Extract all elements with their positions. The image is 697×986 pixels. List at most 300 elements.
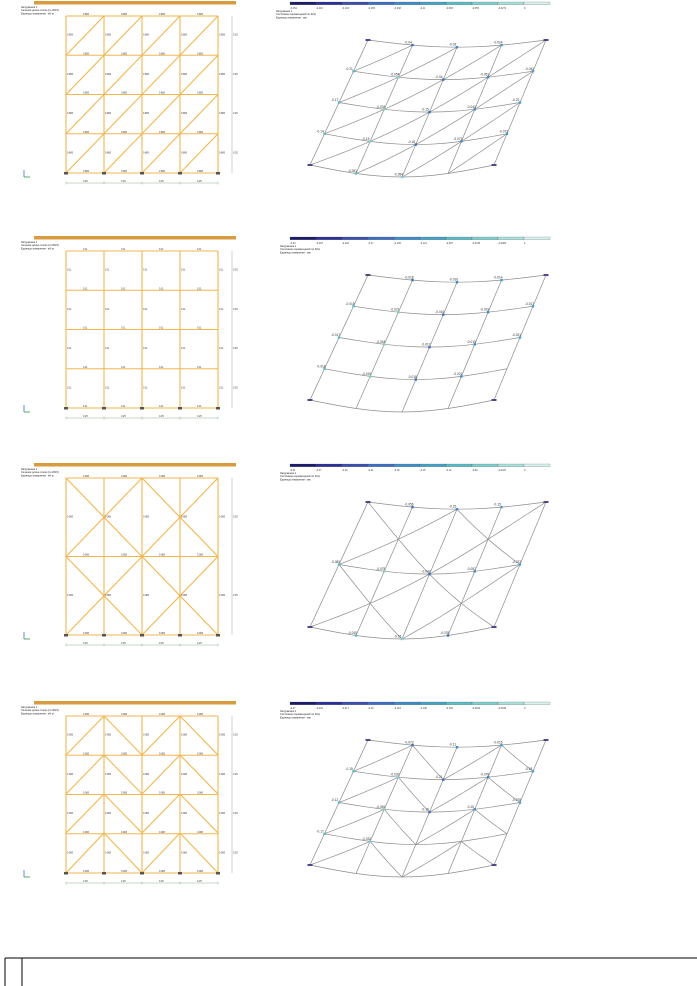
member-value: 0.883 [159, 130, 165, 134]
deformed-brace [400, 585, 410, 590]
deformed-brace [386, 622, 391, 628]
deformed-beam [413, 779, 428, 780]
deformed-column [394, 312, 399, 323]
support-node [308, 164, 313, 166]
header-line: Состояние перемещений по Z(G) [280, 248, 321, 252]
scale-label: -0.193 [342, 7, 349, 10]
deformed-beam [325, 868, 340, 871]
deformed-brace [409, 789, 412, 792]
deformed-beam [399, 811, 414, 812]
deformed-brace [461, 841, 464, 843]
deformed-brace [345, 150, 350, 152]
member-value: 0.883 [219, 72, 225, 76]
deformed-brace [431, 833, 436, 836]
deformed-brace [411, 792, 414, 795]
deformed-brace [486, 859, 489, 861]
support-node [216, 634, 220, 637]
support-node [366, 274, 371, 276]
node-value: -0.081 [376, 804, 386, 809]
deformed-brace [407, 171, 412, 174]
deformed-brace [509, 84, 514, 87]
deformed-brace [450, 122, 455, 125]
deformed-shape-1 [276, 2, 550, 178]
member-value: 0.883 [143, 72, 149, 76]
scale-label: -0.27 [316, 469, 322, 472]
deformed-brace [320, 620, 330, 624]
deformed-column [452, 282, 457, 293]
deformed-beam [448, 871, 463, 873]
deformed-beam [325, 168, 340, 171]
scale-label: -0.11 [420, 7, 426, 10]
deformed-beam [398, 777, 413, 778]
member-value: 0.083 [159, 791, 165, 795]
deformed-beam [370, 841, 385, 843]
node-value: -0.15 [421, 107, 429, 112]
support-node [544, 39, 549, 41]
deformed-brace [458, 769, 463, 772]
node-value: -0.017 [525, 301, 535, 306]
member-value: 0.883 [143, 151, 149, 155]
deformed-brace [386, 860, 389, 863]
deformed-brace [460, 115, 465, 118]
deformed-beam [445, 573, 460, 574]
deformed-brace [434, 807, 439, 810]
deformed-column [493, 756, 497, 767]
deformed-brace [412, 869, 417, 872]
deformed-brace [359, 818, 364, 820]
dimension-value: 0.25 [159, 880, 164, 883]
deformed-beam [503, 308, 518, 310]
deformed-beam [341, 871, 356, 873]
deformed-column [448, 863, 452, 874]
dimension-value: 0.25 [159, 642, 164, 645]
deformed-brace [415, 117, 420, 120]
deformed-brace [471, 132, 476, 135]
deformed-beam [490, 567, 505, 569]
deformed-brace [391, 155, 396, 157]
deformed-column [448, 398, 452, 409]
scale-label: -0.0271 [498, 7, 507, 10]
deformed-brace [485, 100, 490, 103]
deformed-brace [464, 789, 469, 792]
deformed-brace [419, 90, 424, 93]
deformed-column [507, 358, 511, 368]
member-value: 0.083 [219, 593, 225, 597]
node-value: -0.078 [512, 798, 522, 802]
member-value: 0.11 [159, 365, 164, 369]
deformed-brace [432, 616, 442, 622]
deformed-brace [523, 74, 528, 77]
deformed-beam [503, 73, 518, 75]
deformed-beam [487, 280, 502, 281]
deformed-beam [502, 506, 517, 507]
deformed-brace [442, 851, 447, 854]
node-value: -0.032 [362, 836, 372, 841]
deformed-brace [442, 53, 447, 56]
deformed-beam [417, 410, 432, 411]
deformed-beam [490, 105, 505, 107]
deformed-brace [389, 863, 392, 866]
color-scale-segment [446, 702, 472, 705]
header-line: Единицы измерения - кН·м [21, 247, 54, 251]
color-scale-segment [524, 2, 550, 5]
deformed-brace [448, 74, 453, 77]
deformed-column [439, 315, 444, 326]
deformed-column [439, 780, 444, 791]
member-value: 0.883 [105, 72, 111, 76]
deformed-column [375, 820, 380, 831]
deformed-beam [502, 744, 517, 745]
deformed-brace [459, 792, 464, 795]
deformed-brace [385, 132, 390, 134]
dimension-value: 0.25 [233, 733, 238, 737]
deformed-brace [349, 122, 354, 124]
member-value: 0.083 [181, 772, 187, 776]
member-value: 0.083 [159, 713, 165, 716]
deformed-brace [389, 779, 394, 781]
member-value: 0.11 [121, 248, 126, 251]
deformed-brace [388, 527, 393, 533]
member-value: 0.083 [219, 851, 225, 855]
deformed-brace [478, 780, 483, 783]
deformed-brace [394, 869, 397, 872]
deformed-column [452, 152, 456, 163]
color-scale-segment [368, 2, 394, 5]
deformed-brace [452, 145, 457, 148]
member-value: 0.083 [143, 812, 149, 816]
deformed-brace [340, 126, 345, 128]
node-value: -0.021 [390, 307, 400, 312]
deformed-column [375, 355, 380, 366]
deformed-brace [419, 801, 422, 804]
deformed-brace [354, 584, 359, 591]
deformed-brace [464, 89, 469, 92]
deformed-column [356, 863, 361, 874]
deformed-column [452, 614, 456, 625]
dimension-value: 0.25 [197, 880, 202, 883]
deformed-beam [399, 346, 414, 347]
deformed-beam [461, 839, 476, 841]
deformed-brace [504, 552, 509, 556]
deformed-brace [354, 94, 359, 96]
member-value: 0.11 [105, 386, 110, 390]
member-value: 0.083 [105, 851, 111, 855]
deformed-brace [408, 836, 411, 839]
deformed-brace [468, 63, 473, 66]
deformed-column [537, 285, 541, 295]
deformed-column [529, 306, 533, 316]
support-node [544, 501, 549, 503]
deformed-beam [475, 807, 490, 809]
deformed-beam [487, 507, 502, 508]
deformed-brace [520, 761, 523, 763]
deformed-brace [340, 852, 345, 854]
node-value: -0.018 [316, 364, 326, 369]
color-scale-segment [472, 464, 498, 467]
node-value: -0.054 [390, 72, 400, 77]
deformed-brace [418, 751, 421, 754]
member-value: 0.11 [67, 307, 72, 311]
deformed-column [358, 285, 363, 295]
deformed-brace [478, 80, 483, 83]
scale-label: -0.138 [394, 7, 401, 10]
deformed-column [479, 323, 483, 334]
deformed-brace [442, 610, 452, 616]
member-value: 0.883 [121, 13, 127, 16]
deformed-brace [417, 866, 422, 869]
node-value: -0.17 [331, 98, 339, 102]
deformed-beam [460, 571, 475, 573]
deformed-brace [340, 612, 350, 616]
deformed-brace [397, 871, 400, 874]
deformed-brace [349, 578, 354, 585]
scale-label: -0.19 [368, 707, 374, 710]
deformed-brace [427, 160, 432, 163]
header-line: Единицы измерения - мм [280, 716, 311, 720]
deformed-column [320, 134, 325, 144]
deformed-beam [490, 340, 505, 342]
deformed-column [452, 747, 457, 758]
deformed-brace [437, 854, 442, 857]
color-scale-segment [316, 237, 342, 240]
deformed-column [537, 50, 541, 60]
deformed-beam [383, 277, 398, 279]
deformed-brace [360, 144, 365, 146]
member-value: 0.883 [83, 170, 89, 173]
deformed-column [484, 312, 488, 323]
deformed-column [494, 390, 498, 400]
deformed-brace [440, 828, 445, 831]
deformed-brace [364, 816, 369, 818]
member-value: 0.11 [105, 268, 110, 272]
deformed-column [448, 758, 453, 769]
deformed-brace [422, 163, 427, 166]
deformed-column [425, 812, 430, 823]
deformed-column [452, 852, 456, 863]
deformed-brace [335, 128, 340, 130]
scale-label: -0.31 [290, 469, 296, 472]
color-scale-segment [524, 237, 550, 240]
deformed-brace [504, 87, 509, 90]
deformed-column [325, 585, 330, 595]
scale-label: -0.0427 [498, 469, 507, 472]
deformed-brace [438, 55, 443, 58]
deformed-beam [385, 143, 400, 144]
deformed-column [349, 771, 354, 781]
support-node [178, 872, 182, 875]
member-value: 0.083 [197, 870, 203, 873]
deformed-column [466, 120, 470, 131]
deformed-brace [375, 610, 380, 616]
deformed-beam [339, 103, 354, 105]
structure-diagram-3 [21, 463, 238, 647]
deformed-beam [516, 504, 531, 506]
deformed-brace [407, 871, 412, 874]
member-value: 0.11 [83, 365, 88, 369]
scale-label: -0.216 [316, 7, 323, 10]
deformed-column [361, 852, 366, 863]
node-value: -0.04 [435, 75, 443, 80]
deformed-brace [420, 115, 425, 118]
deformed-beam [340, 837, 355, 840]
deformed-brace [467, 520, 472, 525]
deformed-brace [380, 135, 385, 137]
deformed-brace [440, 585, 445, 590]
deformed-column [315, 144, 320, 154]
member-value: 0.11 [219, 268, 224, 272]
member-value: 0.11 [159, 326, 164, 330]
deformed-beam [460, 344, 475, 346]
member-value: 0.883 [67, 72, 73, 76]
deformed-brace [330, 156, 335, 158]
deformed-beam [475, 342, 490, 344]
scale-label: -0.165 [368, 7, 375, 10]
deformed-column [494, 155, 498, 165]
deformed-brace [536, 43, 541, 46]
deformed-brace [468, 157, 473, 160]
deformed-brace [315, 161, 320, 163]
deformed-beam [385, 378, 400, 379]
deformed-beam [413, 79, 428, 80]
deformed-column [344, 317, 349, 327]
deformed-brace [439, 804, 444, 807]
deformed-beam [383, 742, 398, 744]
deformed-beam [384, 109, 399, 111]
deformed-brace [409, 551, 414, 557]
deformed-brace [369, 114, 374, 116]
member-value: 0.083 [83, 713, 89, 716]
deformed-column [498, 606, 502, 616]
deformed-brace [410, 120, 415, 123]
node-value: -0.21 [435, 775, 443, 780]
deformed-brace [349, 97, 354, 99]
deformed-brace [480, 856, 483, 858]
deformed-column [511, 113, 515, 123]
scale-label: -0.0484 [498, 242, 507, 245]
node-value: -0.078 [440, 630, 450, 635]
deformed-beam [417, 175, 432, 176]
deformed-column [529, 771, 533, 781]
deformed-brace [458, 164, 463, 167]
deformed-brace [410, 839, 413, 842]
member-value: 0.083 [121, 475, 127, 478]
node-value: -0.019 [480, 307, 490, 312]
scale-label: -0.055 [472, 7, 479, 10]
deformed-brace [453, 167, 458, 170]
node-value: -0.017 [421, 342, 431, 347]
member-value: 0.883 [219, 112, 225, 116]
deformed-beam [445, 811, 460, 812]
deformed-beam [356, 873, 371, 875]
deformed-brace [349, 822, 354, 824]
node-value: -0.032 [390, 772, 400, 777]
deformed-beam [427, 46, 442, 47]
scale-label: 0 [524, 469, 526, 472]
deformed-brace [517, 759, 520, 761]
member-value: 0.11 [121, 326, 126, 330]
deformed-brace [468, 763, 473, 766]
node-value: -0.021 [512, 333, 522, 337]
member-value: 0.083 [83, 553, 89, 557]
deformed-column [334, 338, 339, 348]
member-value: 0.883 [83, 91, 89, 95]
member-value: 0.11 [219, 307, 224, 311]
scale-label: -0.12 [446, 469, 452, 472]
member-value: 0.083 [121, 830, 127, 834]
deformed-brace [374, 111, 379, 113]
node-value: -0.078 [480, 772, 490, 777]
deformed-column [516, 338, 520, 348]
deformed-brace [507, 792, 510, 794]
member-value: 0.11 [121, 287, 126, 291]
deformed-beam [463, 868, 478, 871]
deformed-brace [388, 754, 393, 756]
member-value: 0.11 [83, 405, 88, 408]
deformed-beam [461, 374, 476, 376]
deformed-brace [412, 169, 417, 172]
deformed-brace [429, 85, 434, 88]
deformed-column [329, 113, 334, 123]
deformed-brace [400, 125, 405, 127]
node-value: -0.15 [345, 766, 353, 771]
member-value: 0.883 [83, 52, 89, 56]
member-value: 0.11 [143, 386, 148, 390]
node-value: -0.03 [449, 42, 457, 47]
deformed-brace [463, 66, 468, 69]
node-value: -0.018 [345, 301, 355, 306]
header-line: Загружение 1 [21, 6, 38, 9]
deformed-column [493, 291, 497, 302]
node-value: -0.12 [331, 798, 339, 802]
deformed-brace [509, 794, 512, 796]
deformed-column [320, 596, 325, 606]
deformed-brace [508, 521, 518, 527]
member-value: 0.083 [143, 851, 149, 855]
support-node [102, 872, 106, 875]
member-value: 0.11 [181, 268, 186, 272]
deformed-column [389, 88, 394, 99]
deformed-brace [505, 109, 510, 112]
member-value: 0.11 [83, 326, 88, 330]
color-scale-segment [446, 464, 472, 467]
deformed-column [479, 788, 483, 799]
node-value: -0.16 [421, 807, 429, 812]
color-scale-segment [342, 702, 368, 705]
deformed-beam [505, 803, 520, 805]
deformed-brace [517, 55, 522, 58]
member-value: 0.083 [181, 851, 187, 855]
color-scale-segment [394, 237, 420, 240]
deformed-brace [376, 162, 381, 164]
deformed-brace [369, 548, 379, 552]
member-value: 0.883 [197, 91, 203, 95]
deformed-brace [491, 779, 494, 781]
deformed-brace [359, 552, 369, 556]
deformed-column [358, 750, 363, 760]
deformed-column [344, 82, 349, 92]
deformed-beam [477, 837, 492, 840]
deformed-beam [371, 875, 386, 876]
header-line: Состояние перемещений по Z(G) [280, 713, 321, 717]
deformed-brace [422, 863, 427, 866]
deformed-brace [428, 60, 433, 63]
deformed-beam [477, 137, 492, 140]
deformed-shape-4 [280, 702, 550, 877]
dimension-value: 0.25 [159, 415, 164, 418]
support-node [178, 172, 182, 175]
deformed-brace [383, 857, 386, 860]
member-value: 0.11 [197, 326, 202, 330]
